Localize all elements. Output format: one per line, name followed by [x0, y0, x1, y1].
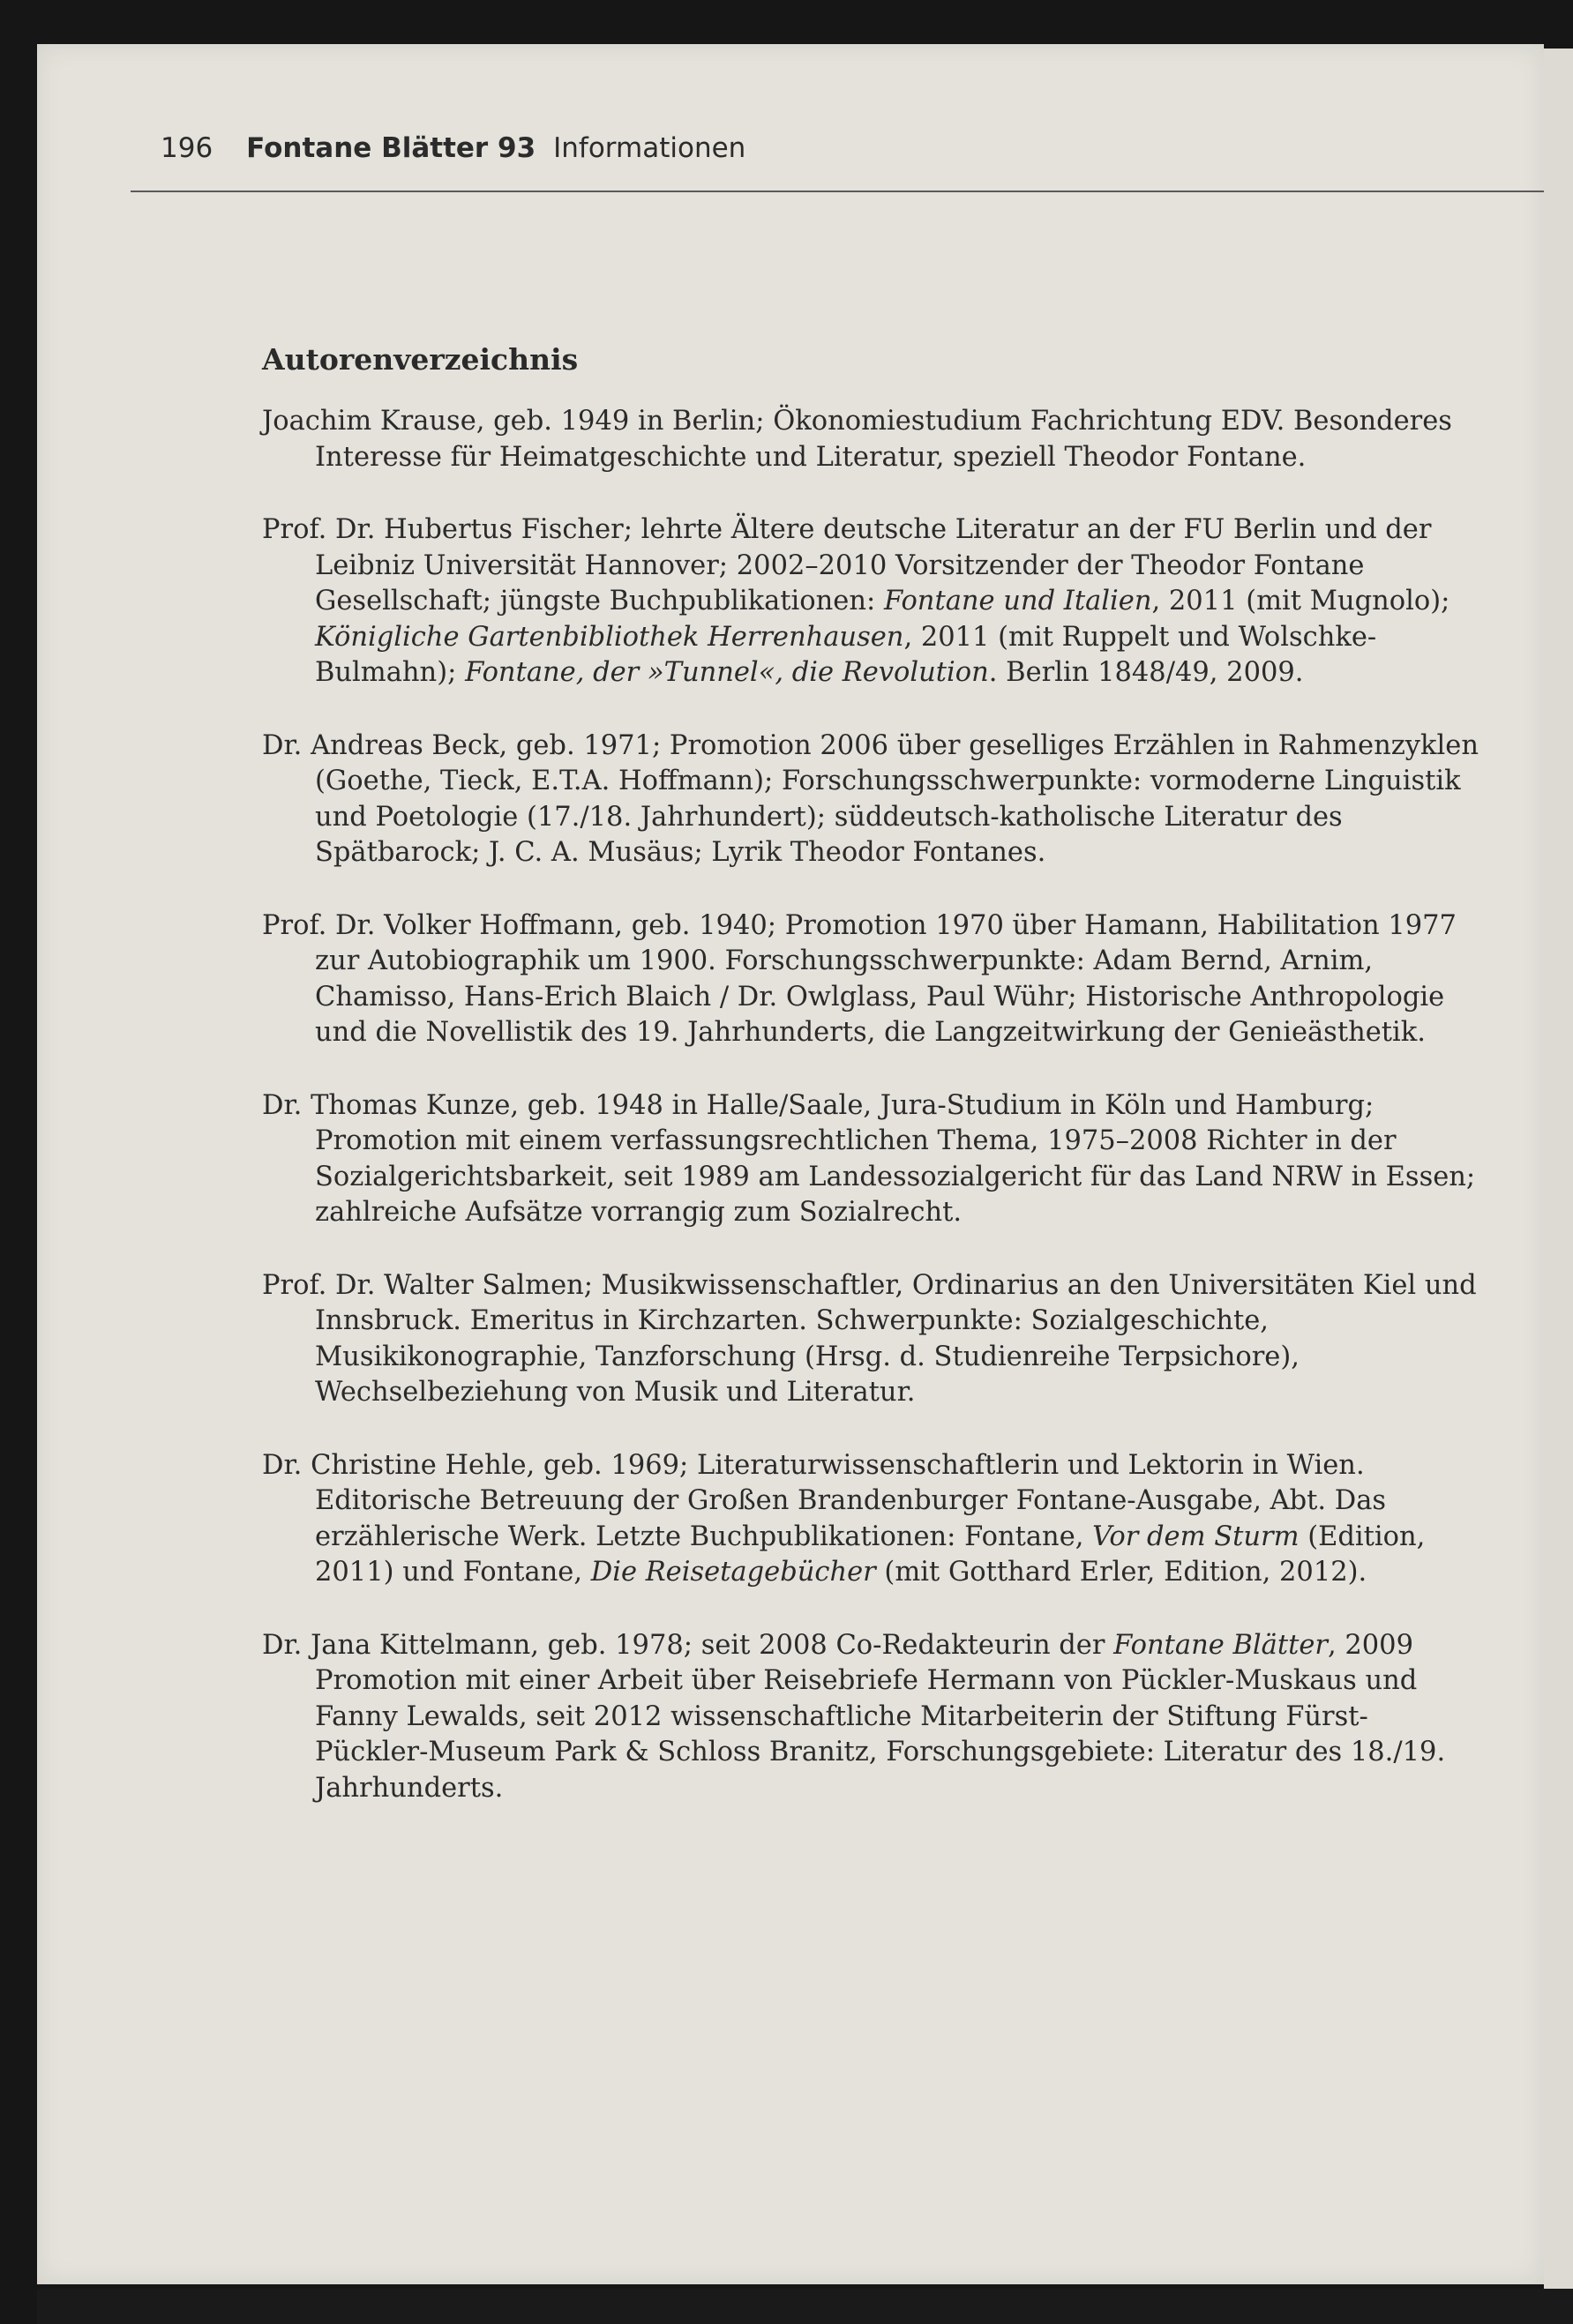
book-title: Fontane, der »Tunnel«, die Revolution — [465, 657, 989, 688]
book-title: Königliche Gartenbibliothek Herrenhausen — [315, 621, 904, 653]
header-rule — [131, 191, 1544, 192]
author-entry-kunze — [262, 1088, 1479, 1231]
entry-text: Joachim Krause, geb. 1949 in Berlin; Ökonomiestudium Fachrichtung EDV. Besonderes Interesse für Heimatgeschichte und Literatur, speziell Theodor Fontane. — [262, 406, 1452, 473]
book-title: Fontane und Italien — [883, 586, 1152, 616]
scan-bottom-edge — [37, 2289, 1573, 2324]
author-entry-hoffmann — [262, 908, 1479, 1051]
running-header — [161, 132, 745, 164]
entry-text: (Edition, 2011) und Fontane, — [315, 1521, 1426, 1588]
entry-text: Prof. Dr. Hubertus Fischer; lehrte Ältere deutsche Literatur an der FU Berlin und der Leibniz Universität Hannover; 2002–2010 Vorsitzender der Theodor Fontane Gesellschaft; jüngste Buchpublikationen: — [262, 514, 1432, 616]
book-title: Die Reisetagebücher — [590, 1557, 876, 1588]
entry-text: Prof. Dr. Volker Hoffmann, geb. 1940; Promotion 1970 über Hamann, Habilitation 1977 zur Autobiographik um 1900. Forschungsschwerpunkte: Adam Bernd, Arnim, Chamisso, Hans-Erich Blaich / Dr. Owlglass, Paul Wühr; Historische Anthropologie und die Novellistik des 19. Jahrhunderts, die Langzeitwirkung der Genieästhetik. — [262, 909, 1457, 1048]
page-content — [262, 342, 1479, 1843]
header-section: Informationen — [553, 132, 746, 164]
next-page-edge — [1544, 49, 1573, 2324]
entry-text: Dr. Christine Hehle, geb. 1969; Literaturwissenschaftlerin und Lektorin in Wien. Editorische Betreuung der Großen Brandenburger Fontane-Ausgabe, Abt. Das erzählerische Werk. Letzte Buchpublikationen: Fontane, — [262, 1449, 1387, 1552]
journal-title-italic: Fontane Blätter — [1113, 1629, 1328, 1661]
entry-text: Dr. Andreas Beck, geb. 1971; Promotion 2006 über geselliges Erzählen in Rahmenzyklen (Goethe, Tieck, E.T.A. Hoffmann); Forschungsschwerpunkte: vormoderne Linguistik und Poetologie (17./18. Jahrhundert); süddeutsch-katholische Literatur des Spätbarock; J. C. A. Musäus; Lyrik Theodor Fontanes. — [262, 729, 1479, 868]
author-entry-kittelmann — [262, 1628, 1479, 1807]
entry-text: Dr. Thomas Kunze, geb. 1948 in Halle/Saale, Jura-Studium in Köln und Hamburg; Promotion mit einem verfassungsrechtlichen Thema, 1975–2008 Richter in der Sozialgerichtsbarkeit, seit 1989 am Landessozialgericht für das Land NRW in Essen; zahlreiche Aufsätze vorrangig zum Sozialrecht. — [262, 1089, 1476, 1228]
entry-text: , 2011 (mit Ruppelt und Wolschke-Bulmahn); — [315, 621, 1377, 688]
author-entry-salmen — [262, 1268, 1479, 1411]
book-page — [37, 44, 1544, 2284]
entry-text: Prof. Dr. Walter Salmen; Musikwissenschaftler, Ordinarius an den Universitäten Kiel und Innsbruck. Emeritus in Kirchzarten. Schwerpunkte: Sozialgeschichte, Musikikonographie, Tanzforschung (Hrsg. d. Studienreihe Terpsichore), Wechselbeziehung von Musik und Literatur. — [262, 1269, 1477, 1408]
entry-text: , 2011 (mit Mugnolo); — [1151, 586, 1450, 616]
author-entry-hehle — [262, 1448, 1479, 1591]
entry-text: . Berlin 1848/49, 2009. — [988, 657, 1304, 688]
author-entry-fischer — [262, 512, 1479, 691]
section-title: Autorenverzeichnis — [262, 342, 579, 377]
author-entry-beck — [262, 729, 1479, 871]
entry-text: Dr. Jana Kittelmann, geb. 1978; seit 2008 Co-Redakteurin der — [262, 1629, 1114, 1661]
journal-title: Fontane Blätter 93 — [246, 132, 536, 164]
book-title: Vor dem Sturm — [1092, 1521, 1300, 1552]
author-entry-krause — [262, 404, 1479, 475]
page-number: 196 — [161, 132, 213, 164]
entry-text: (mit Gotthard Erler, Edition, 2012). — [875, 1557, 1367, 1588]
entry-text: , 2009 Promotion mit einer Arbeit über Reisebriefe Hermann von Pückler-Muskaus und Fanny Lewalds, seit 2012 wissenschaftliche Mitarbeiterin der Stiftung Fürst-Pückler-Museum Park & Schloss Branitz, Forschungsgebiete: Literatur des 18./19. Jahrhunderts. — [315, 1629, 1446, 1804]
